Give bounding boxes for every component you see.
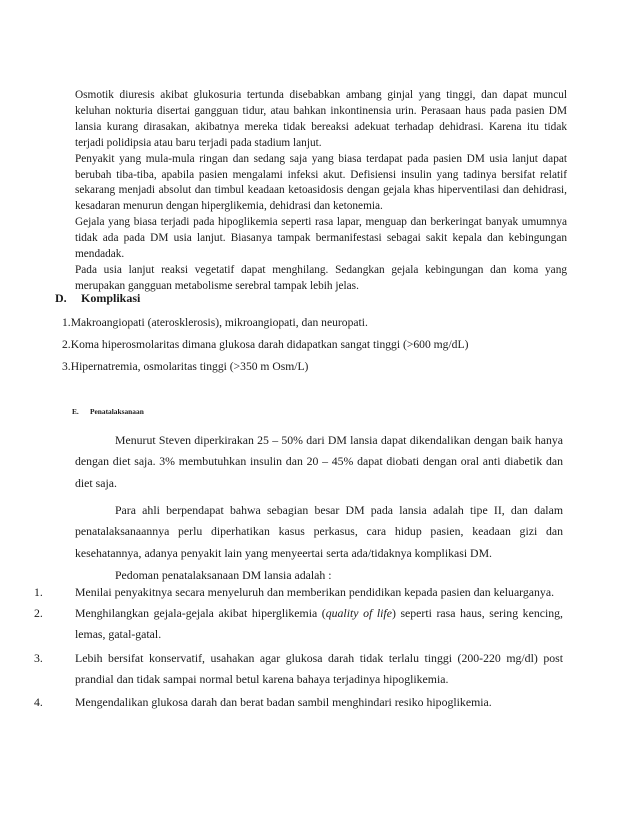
list-item: 2.Koma hiperosmolaritas dimana glukosa darah didapatkan sangat tinggi (>600 mg/dL) [62,338,469,351]
section-letter: E. [72,407,79,416]
pedoman-list [34,585,563,714]
section-title: Penatalaksanaan [90,407,144,416]
intro-paragraph: Pada usia lanjut reaksi vegetatif dapat menghilang. Sedangkan gejala kebingungan dan koma yang merupakan gangguan metabolisme serebral tampak lebih jelas. [75,263,567,292]
list-text: ) seperti rasa haus, sering kencing, lemas, gatal-gatal. [75,605,563,642]
intro-paragraph: Gejala yang biasa terjadi pada hipoglikemia seperti rasa lapar, menguap dan berkeringat banyak umumnya tidak ada pada DM usia lanjut. Biasanya tampak bermanifestasi sebagai sakit kepala dan kebingungan mendadak. [75,216,567,261]
list-item [34,692,563,713]
list-number: 1. [34,585,43,599]
section-letter: D. [55,291,67,305]
list-item [34,585,563,601]
list-number: 2. [34,605,43,620]
intro-paragraph: Penyakit yang mula-mula ringan dan sedang saja yang biasa terdapat pada pasien DM usia lanjut dapat berubah tiba-tiba, apabila pasien mengalami infeksi akut. Defisiensi insulin yang tadinya bersifat relatif sekarang menjadi absolut dan timbul keadaan ketoasidosis dengan gejala khas hiperventilasi dan dehidrasi, kesadaran menurun dengan hiperglikemia, dehidrasi dan ketonemia. [75,152,567,213]
list-number: 3. [34,650,43,665]
list-item [34,648,563,691]
list-text: Mengendalikan glukosa darah dan berat badan sambil menghindari resiko hipoglikemia. [75,695,492,710]
body-paragraph: Para ahli berpendapat bahwa sebagian besar DM pada lansia adalah tipe II, dan dalam penatalaksanaannya perlu diperhatikan kasus perkasus, cara hidup pasien, keadaan gizi dan kesehatannya, adanya penyakit lain yang menyeertai serta ada/tidaknya komplikasi DM. [75,503,563,560]
list-item: 3.Hipernatremia, osmolaritas tinggi (>350 m Osm/L) [62,360,309,373]
list-text: Menghilangkan gejala-gejala akibat hiperglikemia ( [75,605,326,620]
list-number: 4. [34,695,43,710]
section-heading-penatalaksanaan [72,407,144,416]
list-text-italic: quality of life [325,605,392,620]
list-text: Lebih bersifat konservatif, usahakan agar glukosa darah tidak terlalu tinggi (200-220 mg/dl) post prandial dan tidak sampai normal betul karena bahaya terjadinya hipoglikemia. [75,650,563,687]
komplikasi-list [62,312,468,378]
list-item [34,603,563,646]
body-paragraph: Menurut Steven diperkirakan 25 – 50% dari DM lansia dapat dikendalikan dengan baik hanya dengan diet saja. 3% membutuhkan insulin dan 20 – 45% dapat diobati dengan oral anti diabetik dan diet saja. [75,433,563,490]
intro-block [75,88,567,295]
intro-paragraph: Osmotik diuresis akibat glukosuria tertunda disebabkan ambang ginjal yang tinggi, dan dapat muncul keluhan nokturia disertai gangguan tidur, atau bahkan inkontinensia urin. Perasaan haus pada pasien DM lansia kurang dirasakan, akibatnya mereka tidak bereaksi adekuat terhadap dehidrasi. Karena itu tidak terjadi polidipsia atau baru terjadi pada stadium lanjut. [75,89,567,149]
section-title: Komplikasi [81,291,141,305]
body-paragraph: Pedoman penatalaksanaan DM lansia adalah : [115,568,332,582]
section-heading-komplikasi [55,291,140,306]
list-item: 1.Makroangiopati (aterosklerosis), mikroangiopati, dan neuropati. [62,316,368,329]
list-text: Menilai penyakitnya secara menyeluruh dan memberikan pendidikan kepada pasien dan keluarganya. [75,585,555,599]
